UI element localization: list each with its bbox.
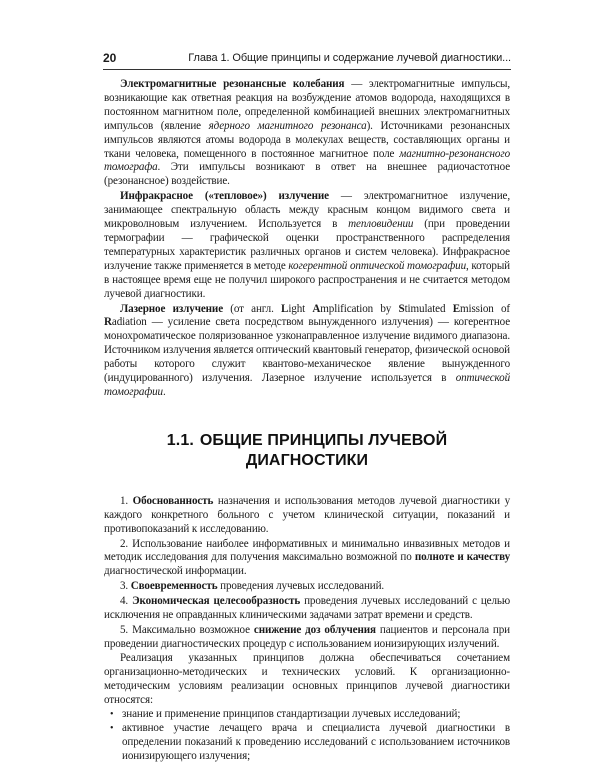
list-item: [104, 708, 510, 722]
text-span: проведения лучевых исследований.: [217, 580, 385, 593]
term-thermal-vision: тепловидении: [348, 218, 414, 231]
term-em-resonance: Электромагнитные резонансные колебания: [120, 78, 345, 90]
text-span: (при проведении термографии — графической оценки пространственного распределения температурных характеристик различных органов и систем человека). Инфракрасное излучение также применяется в методе: [104, 218, 510, 272]
item-number: 4.: [120, 595, 133, 608]
paragraph-laser: [104, 303, 510, 400]
principle-term: снижение доз облучения: [253, 624, 376, 636]
text-span: Максимально возможное: [132, 624, 254, 636]
text-span: mission of: [460, 302, 510, 315]
text-span: .: [162, 385, 166, 398]
text-span: timulated: [404, 302, 453, 315]
text-span: — электромагнитное излучение, занимающее спектральную область между красным концом видимого света и микроволновым излучением. Используется в: [104, 190, 510, 231]
text-span: — электромагнитные импульсы, возникающие как ответная реакция на возбуждение атомов водорода, находящихся в постоянном магнитном поле, определенной комбинацией внешних электромагнитных импульсов (явление: [104, 78, 510, 132]
text-span: диагностической информации.: [104, 565, 247, 578]
paragraph-infrared: [104, 190, 510, 301]
section-title: ОБЩИЕ ПРИНЦИПЫ ЛУЧЕВОЙ ДИАГНОСТИКИ: [199, 431, 448, 469]
principle-term: Экономическая целесообразность: [132, 595, 301, 608]
section-heading: [104, 431, 510, 471]
principle-term: Обоснованность: [132, 494, 214, 507]
principle-item-1: [104, 495, 510, 537]
term-nmr: ядерного магнитного резонанса: [208, 119, 367, 132]
text-span: . Эти импульсы возникают в ответ на внешнее радиочастотное (резонансное) воздействие.: [104, 161, 510, 188]
text-span: ). Источниками резонансных импульсов являются атомы водорода в молекулах веществ, составляющих органы и ткани человека, помещенного в постоянное магнитное поле: [104, 119, 510, 160]
item-number: 1.: [120, 494, 133, 507]
page-number: 20: [103, 51, 117, 65]
text-span: проведения лучевых исследований с целью исключения не оправданных клиническими задачами затрат времени и средств.: [104, 595, 511, 622]
term-oct: когерентной оптической томографии: [288, 259, 467, 272]
list-item: [104, 722, 510, 764]
principle-item-4: [104, 595, 510, 623]
list-item-text: активное участие лечащего врача и специалиста лучевой диагностики в определении показаний к проведению исследований с использованием источников ионизирующего излучения;: [122, 722, 510, 763]
term-laser: Лазерное излучение: [120, 302, 223, 315]
acronym-letter: E: [452, 302, 460, 315]
section-number: 1.1.: [166, 431, 194, 449]
list-item-text: знание и применение принципов стандартизации лучевых исследований;: [122, 708, 461, 721]
text-span: назначения и использования методов лучевой диагностики у каждого конкретного больного с учетом клинической ситуации, показаний и противопоказаний к исследованию.: [104, 494, 511, 535]
bullet-icon: •: [110, 709, 114, 721]
acronym-letter: L: [281, 302, 289, 315]
principle-item-2: [104, 538, 510, 580]
page-body: [104, 78, 510, 764]
text-span: — усиление света посредством вынужденного излучения) — когерентное монохроматическое поляризованное узконаправленное излучение видимого диапазона. Источником излучения является оптический квантовый генератор, физической основой работы которого служит квантово-механическое явление вынужденного (индуцированного) излучения. Лазерное излучение используется в: [104, 316, 510, 385]
paragraph-em-resonance: [104, 78, 510, 189]
term-infrared: Инфракрасное («тепловое») излучение: [120, 190, 329, 203]
term-optical-tomography: оптической томографии: [104, 372, 510, 398]
item-number: 2.: [120, 537, 133, 550]
term-mr-tomograph: магнитно-резонансного томографа: [104, 147, 510, 174]
item-number: 5.: [120, 624, 133, 636]
principle-item-3: [104, 580, 510, 594]
principle-item-5: [104, 624, 510, 652]
principle-term: полноте и качеству: [414, 551, 510, 564]
text-span: (от англ.: [223, 302, 282, 315]
chapter-title: Глава 1. Общие принципы и содержание лучевой диагностики...: [188, 52, 511, 64]
bullet-icon: •: [110, 723, 114, 735]
paragraph-implementation: Реализация указанных принципов должна обеспечиваться сочетанием организационно-методических и технических условий. К организационно-методическим условиям реализации основных принципов лучевой диагностики относятся:: [104, 651, 510, 706]
text-span: Использование наиболее информативных и минимально инвазивных методов и методик исследования для получения максимально возможной по: [104, 537, 510, 564]
text-span: , который в настоящее время еще не получил широкого распространения и не считается методом лучевой диагностики.: [104, 259, 510, 300]
running-head: [103, 49, 511, 70]
text-span: adiation: [111, 316, 147, 329]
principle-term: Своевременность: [130, 580, 218, 593]
acronym-letter: R: [104, 316, 112, 329]
text-span: mplification by: [320, 302, 399, 315]
acronym-letter: S: [398, 302, 405, 315]
conditions-list: [104, 708, 510, 764]
text-span: ight: [288, 302, 313, 315]
acronym-letter: A: [312, 302, 321, 315]
text-span: пациентов и персонала при проведении диагностических процедур с использованием ионизирующих излучений.: [104, 624, 510, 650]
item-number: 3.: [120, 580, 131, 593]
